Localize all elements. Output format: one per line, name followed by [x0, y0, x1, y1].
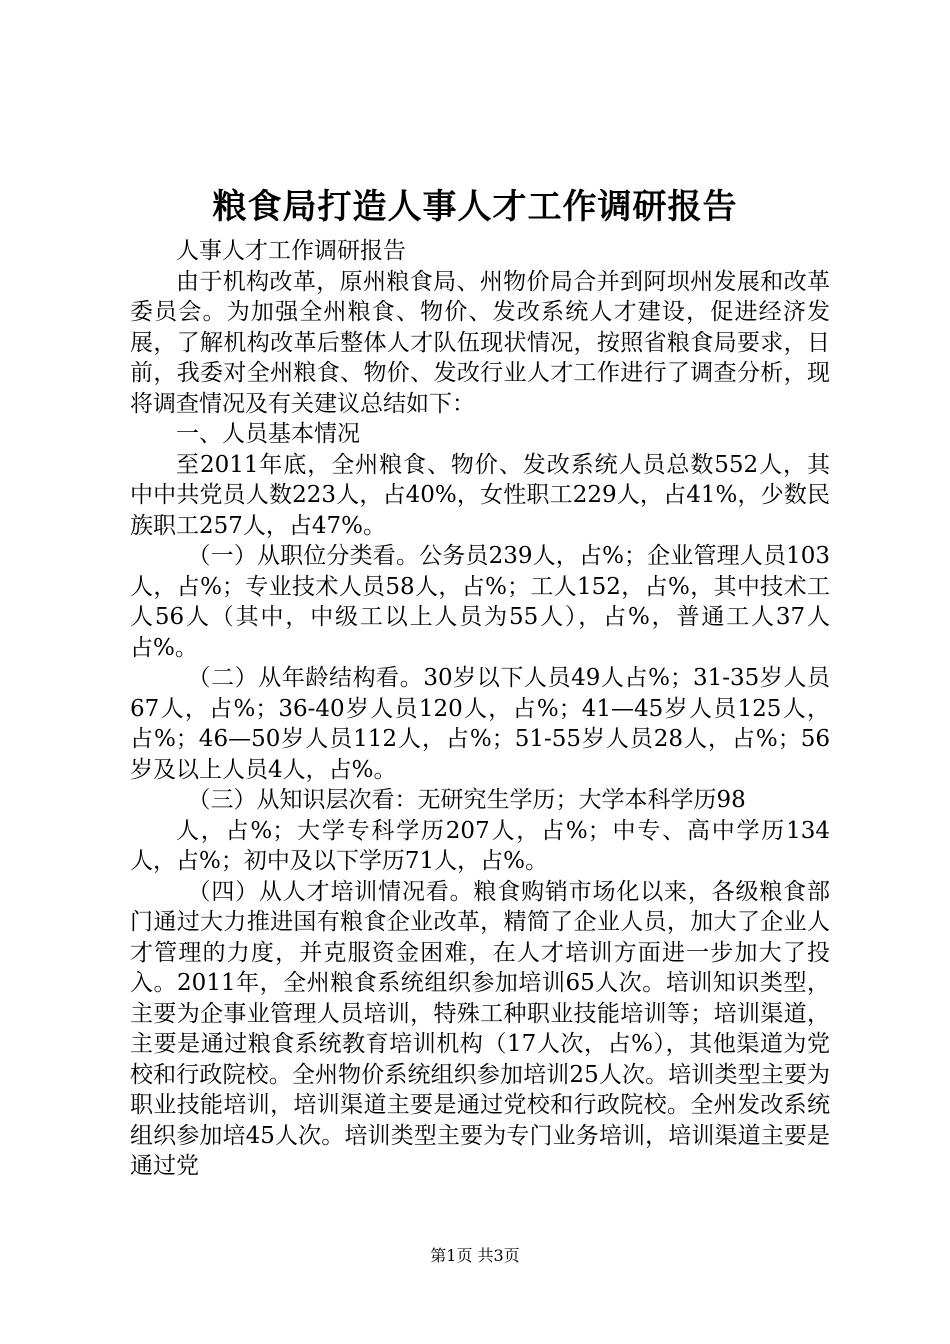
age-structure-paragraph: （二）从年龄结构看。30岁以下人员49人占%；31-35岁人员67人，占%；36-40岁人员120人，占%；41—45岁人员125人，占%；46—50岁人员112人，占%；51-55岁人员28人，占%；56岁及以上人员4人，占%。: [130, 665, 830, 783]
document-body: [130, 236, 830, 1182]
training-paragraph: （四）从人才培训情况看。粮食购销市场化以来，各级粮食部门通过大力推进国有粮食企业改革，精简了企业人员，加大了企业人才管理的力度，并克服资金困难，在人才培训方面进一步加大了投入。2011年，全州粮食系统组织参加培训65人次。培训知识类型，主要为企事业管理人员培训，特殊工种职业技能培训等；培训渠道，主要是通过粮食系统教育培训机构（17人次，占%），其他渠道为党校和行政院校。全州物价系统组织参加培训25人次。培训类型主要为职业技能培训，培训渠道主要是通过党校和行政院校。全州发改系统组织参加培45人次。培训类型主要为专门业务培训，培训渠道主要是通过党: [130, 878, 830, 1179]
education-level-paragraph: （三）从知识层次看：无研究生学历；大学本科学历98: [187, 787, 746, 813]
intro-paragraph: 由于机构改革，原州粮食局、州物价局合并到阿坝州发展和改革委员会。为加强全州粮食、物价、发改系统人才建设，促进经济发展，了解机构改革后整体人才队伍现状情况，按照省粮食局要求，日前，我委对全州粮食、物价、发改行业人才工作进行了调查分析，现将调查情况及有关建议总结如下：: [130, 268, 830, 417]
staff-total-paragraph: 至2011年底，全州粮食、物价、发改系统人员总数552人，其中中共党员人数223人，占40%，女性职工229人，占41%，少数民族职工257人，占47%。: [130, 451, 830, 539]
education-level-continuation: 人，占%；大学专科学历207人，占%；中专、高中学历134人，占%；初中及以下学历71人，占%。: [130, 817, 830, 874]
page-number-footer: 第1页 共3页: [430, 1246, 520, 1265]
report-subtitle-paragraph: 人事人才工作调研报告: [176, 238, 406, 264]
position-classification-paragraph: （一）从职位分类看。公务员239人，占%；企业管理人员103人，占%；专业技术人员58人，占%；工人152，占%，其中技术工人56人（其中，中级工以上人员为55人），占%，普通工人37人占%。: [130, 543, 830, 661]
document-title: 粮食局打造人事人才工作调研报告: [212, 187, 738, 227]
section-heading-basic-info: 一、人员基本情况: [176, 421, 360, 447]
